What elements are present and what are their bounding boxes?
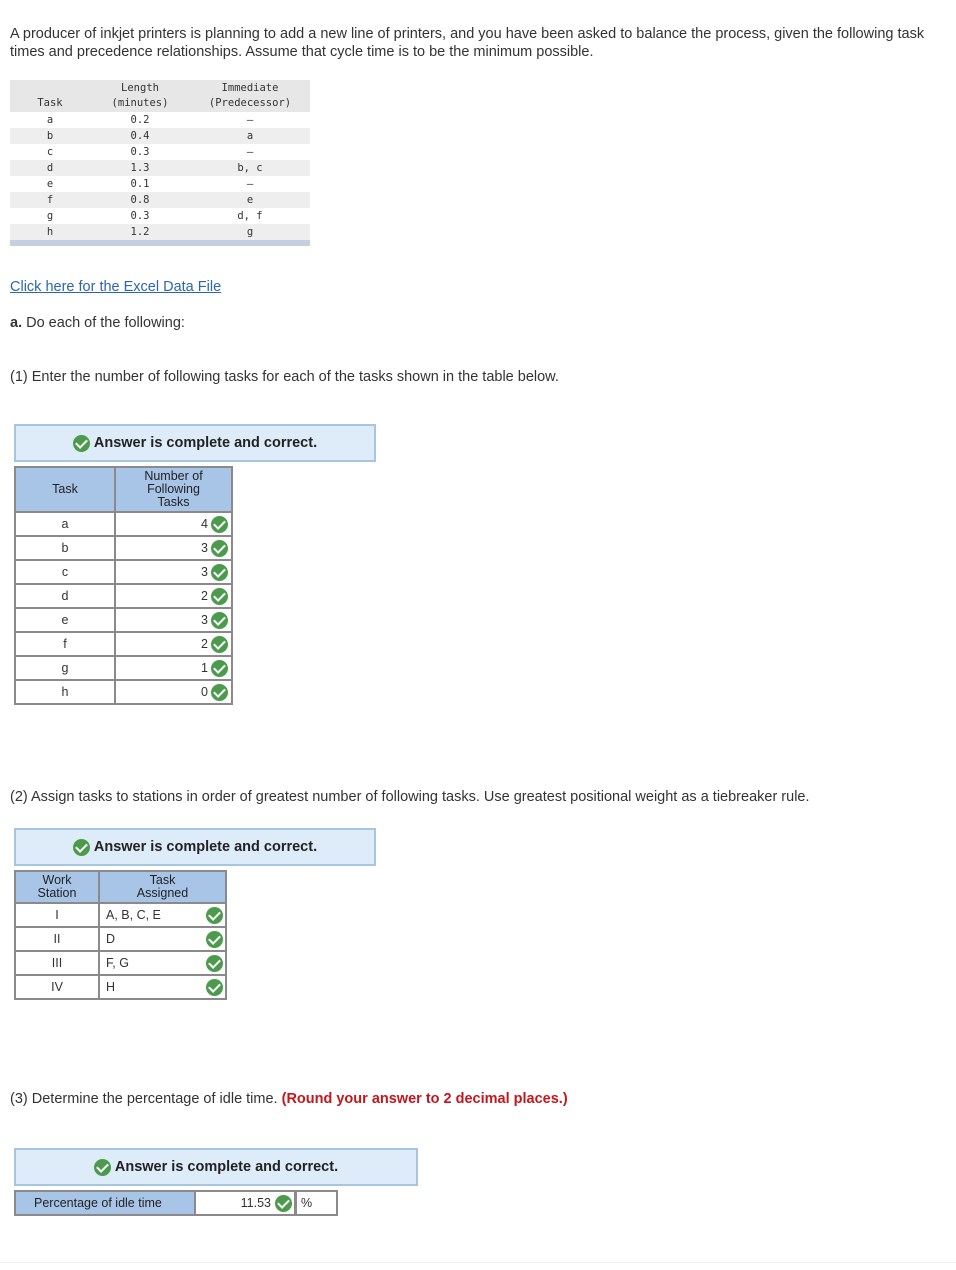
answer-banner-2	[14, 828, 376, 866]
following-tasks-table	[14, 466, 233, 705]
percent-unit: %	[296, 1190, 338, 1216]
check-circle-icon	[211, 684, 228, 701]
check-circle-icon	[275, 1195, 292, 1212]
cell-length: 1.3	[90, 160, 190, 176]
check-circle-icon	[73, 435, 90, 452]
check-circle-icon	[211, 612, 228, 629]
table-footer-bar	[10, 240, 310, 246]
table-row	[15, 608, 232, 632]
cell-length: 0.8	[90, 192, 190, 208]
table-row	[15, 560, 232, 584]
cell-task: b	[15, 536, 115, 560]
banner-text: Answer is complete and correct.	[93, 435, 318, 451]
cell-task: c	[15, 560, 115, 584]
col-predecessor-header: Immediate (Predecessor)	[190, 80, 310, 112]
cell-length: 1.2	[90, 224, 190, 240]
table-row	[15, 536, 232, 560]
answer-input-cell[interactable]	[99, 903, 226, 927]
col-assigned-header: Task Assigned	[99, 871, 226, 903]
answer-value: 3	[201, 540, 208, 555]
part-a-label: a.	[10, 315, 23, 331]
banner-text: Answer is complete and correct.	[93, 839, 318, 855]
cell-task: a	[46, 114, 54, 126]
cell-task: e	[46, 178, 54, 190]
table-row	[10, 208, 310, 224]
question-3-text	[10, 1091, 568, 1107]
table-row	[10, 176, 310, 192]
col-task-header: Task	[15, 467, 115, 512]
cell-task: g	[46, 210, 54, 222]
cell-station: III	[15, 951, 99, 975]
table-row	[15, 584, 232, 608]
col-following-header: Number of Following Tasks	[115, 467, 232, 512]
cell-task: f	[10, 192, 90, 208]
check-circle-icon	[211, 636, 228, 653]
cell-predecessor: e	[190, 192, 310, 208]
answer-value: 3	[201, 612, 208, 627]
question-3-body: (3) Determine the percentage of idle time.	[10, 1091, 282, 1107]
bottom-divider	[0, 1262, 956, 1263]
table-row	[15, 951, 226, 975]
cell-predecessor: –	[246, 178, 254, 190]
check-circle-icon	[94, 1159, 111, 1176]
col-task-header: Task	[10, 80, 90, 112]
idle-time-input[interactable]	[196, 1190, 296, 1216]
cell-station: II	[15, 927, 99, 951]
cell-predecessor: g	[190, 224, 310, 240]
cell-task: c	[46, 146, 54, 158]
problem-intro: A producer of inkjet printers is planning to add a new line of printers, and you have been asked to balance the process, given the following task times and precedence relationships. Assume that cycle time is to be the minimum possible.	[10, 26, 925, 60]
cell-length: 0.3	[130, 210, 150, 222]
check-circle-icon	[211, 564, 228, 581]
cell-task: g	[15, 656, 115, 680]
table-row	[10, 224, 310, 240]
check-circle-icon	[206, 907, 223, 924]
answer-input-cell[interactable]	[99, 927, 226, 951]
cell-station: IV	[15, 975, 99, 999]
table-row	[15, 656, 232, 680]
cell-predecessor: –	[246, 114, 254, 126]
cell-length: 0.1	[130, 178, 150, 190]
answer-value: 4	[201, 516, 208, 531]
answer-input-cell[interactable]	[115, 584, 232, 608]
cell-predecessor: –	[246, 146, 254, 158]
table-row	[10, 192, 310, 208]
check-circle-icon	[206, 979, 223, 996]
cell-task: d	[15, 584, 115, 608]
task-data-table	[10, 80, 310, 246]
check-circle-icon	[73, 839, 90, 856]
answer-value: F, G	[106, 956, 129, 970]
answer-value: 0	[201, 684, 208, 699]
cell-task: h	[15, 680, 115, 704]
col-length-header: Length (minutes)	[90, 80, 190, 112]
cell-length: 0.3	[130, 146, 150, 158]
answer-value: D	[106, 932, 116, 946]
check-circle-icon	[211, 540, 228, 557]
check-circle-icon	[211, 660, 228, 677]
answer-value: 2	[201, 588, 208, 603]
cell-task: a	[15, 512, 115, 536]
answer-value: 2	[201, 636, 208, 651]
question-2-text: (2) Assign tasks to stations in order of greatest number of following tasks. Use greatest positional weight as a tiebreaker rule.	[10, 789, 810, 805]
answer-input-cell[interactable]	[99, 975, 226, 999]
answer-value: H	[106, 980, 116, 994]
cell-predecessor: a	[190, 128, 310, 144]
table-row	[15, 680, 232, 704]
col-station-header: Work Station	[15, 871, 99, 903]
answer-value: A, B, C, E	[106, 908, 161, 922]
idle-time-row	[14, 1190, 338, 1216]
cell-task: b	[10, 128, 90, 144]
cell-predecessor: b, c	[190, 160, 310, 176]
cell-task: f	[15, 632, 115, 656]
answer-input-cell[interactable]	[99, 951, 226, 975]
table-row	[15, 927, 226, 951]
excel-data-link[interactable]: Click here for the Excel Data File	[10, 279, 222, 295]
answer-value: 11.53	[240, 1196, 271, 1210]
banner-text: Answer is complete and correct.	[114, 1159, 339, 1175]
answer-input-cell[interactable]	[115, 608, 232, 632]
table-row	[15, 975, 226, 999]
cell-task: d	[10, 160, 90, 176]
table-row	[10, 144, 310, 160]
answer-value: 1	[201, 660, 208, 675]
part-a-text: Do each of the following:	[22, 315, 185, 331]
table-row	[10, 160, 310, 176]
answer-input-cell[interactable]	[115, 632, 232, 656]
cell-task: h	[10, 224, 90, 240]
table-row	[15, 632, 232, 656]
answer-banner-3	[14, 1148, 418, 1186]
table-row	[10, 128, 310, 144]
idle-time-label: Percentage of idle time	[14, 1190, 196, 1216]
check-circle-icon	[211, 588, 228, 605]
answer-input-cell[interactable]	[115, 656, 232, 680]
table-row	[10, 112, 310, 128]
answer-banner-1	[14, 424, 376, 462]
answer-input-cell[interactable]	[115, 512, 232, 536]
cell-length: 0.4	[90, 128, 190, 144]
station-assignment-table	[14, 870, 227, 1000]
cell-station: I	[15, 903, 99, 927]
answer-input-cell[interactable]	[115, 560, 232, 584]
cell-length: 0.2	[130, 114, 150, 126]
check-circle-icon	[211, 516, 228, 533]
answer-value: 3	[201, 564, 208, 579]
check-circle-icon	[206, 931, 223, 948]
check-circle-icon	[206, 955, 223, 972]
rounding-hint: (Round your answer to 2 decimal places.)	[281, 1091, 568, 1107]
table-row	[15, 903, 226, 927]
answer-input-cell[interactable]	[115, 680, 232, 704]
cell-predecessor: d, f	[237, 210, 263, 222]
part-a-heading	[10, 315, 185, 331]
answer-input-cell[interactable]	[115, 536, 232, 560]
cell-task: e	[15, 608, 115, 632]
question-1-text: (1) Enter the number of following tasks for each of the tasks shown in the table below.	[10, 369, 559, 385]
table-row	[15, 512, 232, 536]
